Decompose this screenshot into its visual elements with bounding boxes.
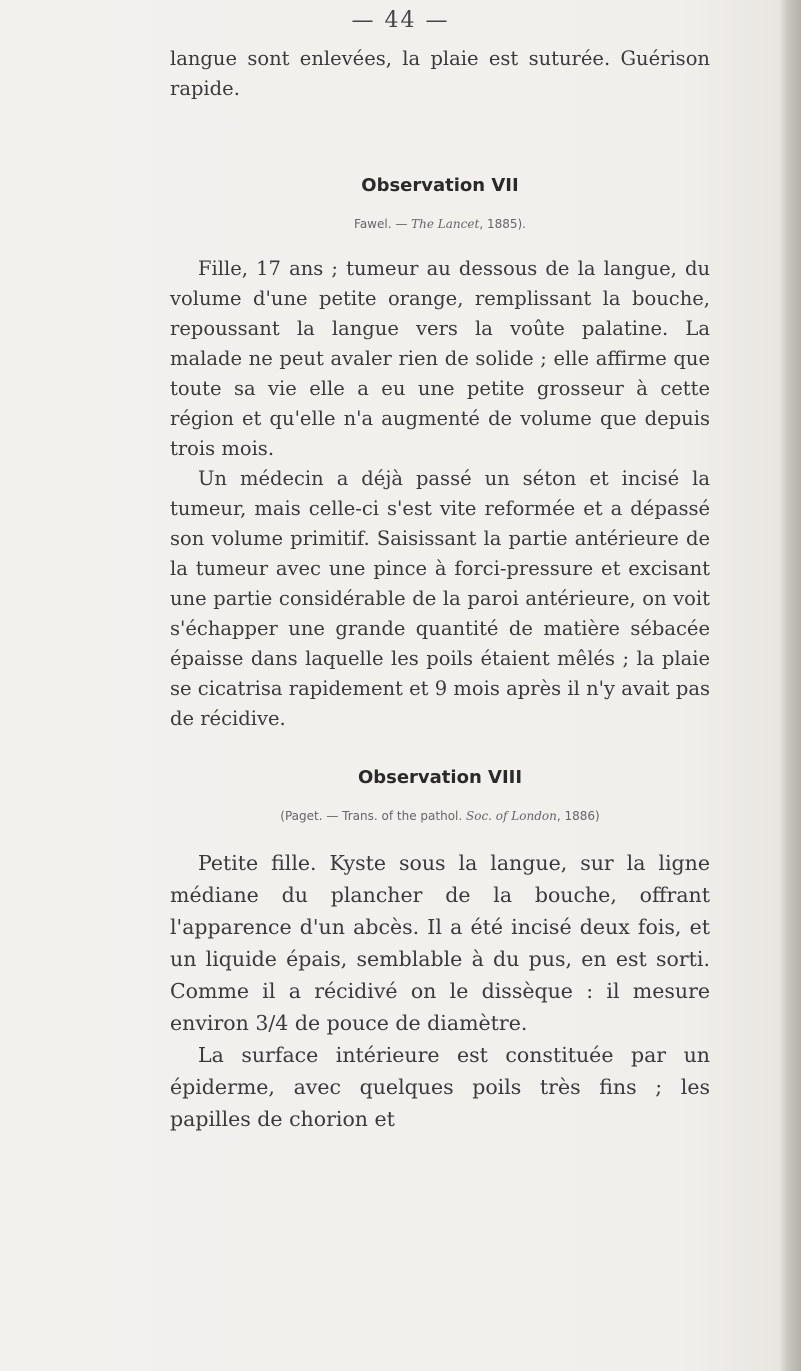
observation-viii-paragraph-2: La surface intérieure est constituée par un épiderme, avec quelques poils très fins ; les papilles de chorion et <box>170 1043 710 1131</box>
observation-viii-source-year: , 1886) <box>556 809 600 823</box>
observation-viii-source-author: (Paget. — Trans. of the pathol. <box>280 809 466 823</box>
observation-vii-paragraph-2: Un médecin a déjà passé un séton et incisé la tumeur, mais celle-ci s'est vite reformée et a dépassé son volume primitif. Saisissant la partie antérieure de la tumeur avec une pince à forci-pressure et excisant une partie considérable de la paroi antérieure, on voit s'échapper une grande quantité de matière sébacée épaisse dans laquelle les poils étaient mêlés ; la plaie se cicatrisa rapidement et 9 mois après il n'y avait pas de récidive. <box>170 467 710 730</box>
observation-vii-body <box>170 254 710 734</box>
page-number: — 44 — <box>351 8 450 33</box>
observation-viii-source-journal: Soc. of London <box>466 809 557 823</box>
observation-viii-source <box>170 809 710 823</box>
observation-vii-title: Observation VII <box>361 175 519 196</box>
observation-vii-source <box>170 217 710 231</box>
observation-viii-paragraph-1: Petite fille. Kyste sous la langue, sur la ligne médiane du plancher de la bouche, offrant l'apparence d'un abcès. Il a été incisé deux fois, et un liquide épais, semblable à du pus, en est sorti. Comme il a récidivé on le dissèque : il mesure environ 3/4 de pouce de diamètre. <box>170 851 710 1035</box>
observation-vii-paragraph-1: Fille, 17 ans ; tumeur au dessous de la langue, du volume d'une petite orange, remplissant la bouche, repoussant la langue vers la voûte palatine. La malade ne peut avaler rien de solide ; elle affirme que toute sa vie elle a eu une petite grosseur à cette région et qu'elle n'a augmenté de volume que depuis trois mois. <box>170 257 710 460</box>
observation-vii-source-author: Fawel. — <box>354 217 412 231</box>
observation-vii-source-journal: The Lancet <box>411 217 480 231</box>
observation-viii-title: Observation VIII <box>357 767 523 788</box>
intro-text <box>170 44 710 104</box>
observation-vii-source-year: , 1885). <box>479 217 526 231</box>
intro-paragraph: langue sont enlevées, la plaie est suturée. Guérison rapide. <box>170 47 710 100</box>
observation-viii-body <box>170 847 710 1135</box>
page-edge-shadow <box>779 0 801 1371</box>
